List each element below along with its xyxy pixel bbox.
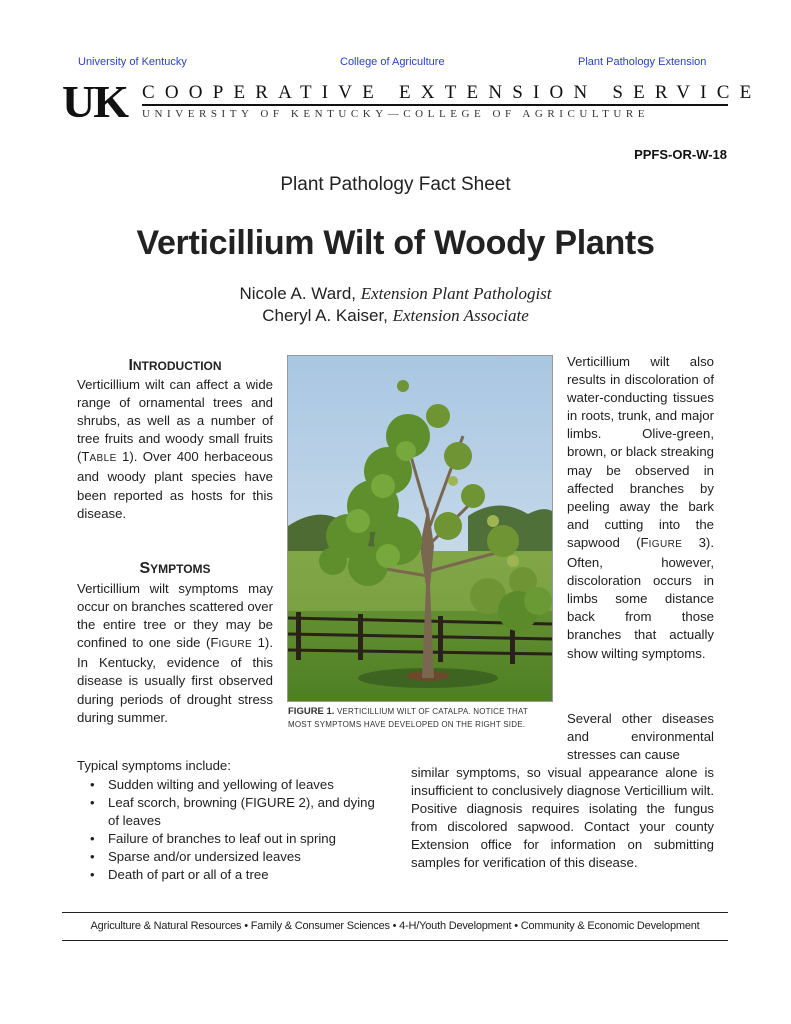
- introduction-heading: INTRODUCTION: [128, 357, 222, 374]
- diagnosis-paragraph: similar symptoms, so visual appearance alone is insufficient to conclusively diagnose Verticillium wilt. Positive diagnosis requires isolating the fungus from discolored sapwood. Contact your county Extension office for information on submitting samples for verification of this disease.: [411, 765, 714, 871]
- typical-symptoms-intro: Typical symptoms include:: [77, 758, 231, 773]
- catalpa-tree-photo: [287, 355, 553, 702]
- symptoms-text: Verticillium wilt symptoms may occur on branches scattered over the entire tree or they may be confined to one side (FIGURE 1). In Kentucky, evidence of this disease is usually first observed during periods of drought stress during summer.: [77, 581, 273, 725]
- figure-1-caption: [288, 705, 552, 731]
- figure-1-label: FIGURE 1.: [288, 706, 335, 717]
- list-item: • Sudden wilting and yellowing of leaves: [88, 776, 388, 794]
- author-1-name: Nicole A. Ward,: [239, 284, 357, 303]
- footer-rule-top: [62, 912, 728, 913]
- introduction-text: Verticillium wilt can affect a wide range of ornamental trees and shrubs, as well as a number of tree fruits and woody small fruits (TABLE 1). Over 400 herbaceous and woody plant species have been reported as hosts for this disease.: [77, 377, 273, 521]
- list-item: • Sparse and/or undersized leaves: [88, 848, 388, 866]
- discoloration-paragraph: Verticillium wilt also results in discoloration of water-conducting tissues in roots, trunk, and major limbs. Olive-green, brown, or black streaking may be observed in affected branches by peeling away the bark and cutting into the sapwood (FIGURE 3). Often, however, discoloration occurs in limbs some distance back from those branches that actually show wilting symptoms.: [567, 354, 714, 661]
- list-item: • Failure of branches to leaf out in spring: [88, 830, 388, 848]
- author-2-role: Extension Associate: [392, 306, 529, 325]
- figure-1-caption-text: VERTICILLIUM WILT OF CATALPA. NOTICE THAT MOST SYMPTOMS HAVE DEVELOPED ON THE RIGHT SIDE.: [288, 707, 528, 729]
- author-2: [0, 306, 791, 326]
- publication-number: PPFS-OR-W-18: [634, 147, 727, 162]
- symptoms-list: [88, 776, 388, 885]
- masthead-title: COOPERATIVE EXTENSION SERVICE: [142, 82, 762, 103]
- author-1: [0, 284, 791, 304]
- author-2-name: Cheryl A. Kaiser,: [262, 306, 388, 325]
- footer-program-areas: Agriculture & Natural Resources • Family & Consumer Sciences • 4-H/Youth Development • Community & Economic Development: [90, 920, 700, 932]
- symptoms-heading: SYMPTOMS: [139, 560, 211, 577]
- link-college-of-agriculture[interactable]: College of Agriculture: [340, 56, 445, 68]
- author-1-role: Extension Plant Pathologist: [360, 284, 552, 303]
- footer-rule-bottom: [62, 940, 728, 941]
- page-title: Verticillium Wilt of Woody Plants: [136, 224, 655, 262]
- diagnosis-paragraph-start: Several other diseases and environmental stresses can cause: [567, 711, 714, 763]
- list-item: • Leaf scorch, browning (FIGURE 2), and dying of leaves: [88, 794, 388, 830]
- masthead-subtitle: UNIVERSITY OF KENTUCKY—COLLEGE OF AGRICULTURE: [142, 108, 650, 120]
- link-university-of-kentucky[interactable]: University of Kentucky: [78, 56, 187, 68]
- list-item: • Death of part or all of a tree: [88, 866, 388, 884]
- series-label: Plant Pathology Fact Sheet: [280, 174, 511, 195]
- masthead-rule: [142, 104, 728, 106]
- uk-logo: UK: [62, 76, 127, 127]
- link-plant-pathology-extension[interactable]: Plant Pathology Extension: [578, 56, 707, 68]
